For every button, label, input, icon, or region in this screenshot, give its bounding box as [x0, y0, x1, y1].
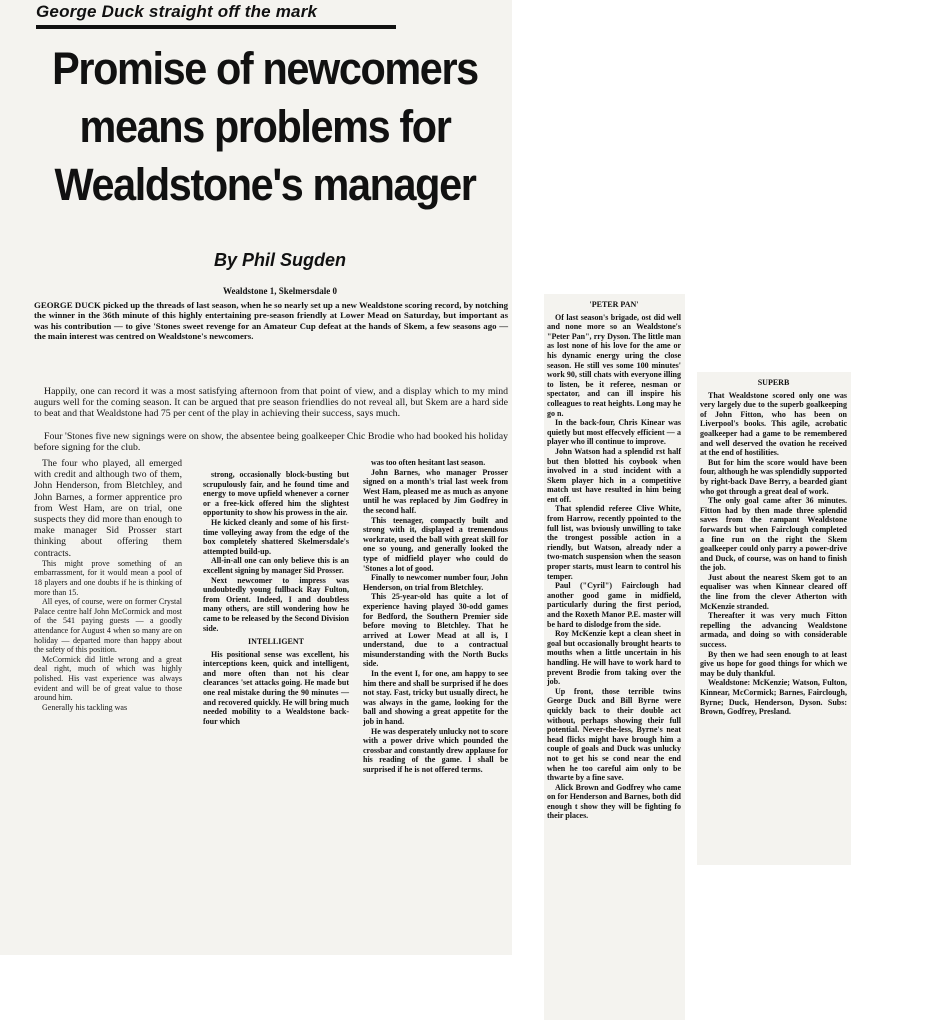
- col2-paragraph: Next newcomer to impress was undoubtedly young fullback Ray Fulton, from Orient. Indeed, I and doubtless many others, are still wondering how he came to be released by the Second Division side.: [203, 575, 349, 633]
- col4-paragraph: Up front, those terrible twins George Duck and Bill Byrne were quickly back to their double act without, perhaps showing their full potential. Never-the-less, Byrne's neat head flicks might have brough him a couple of goals and Duck was unlucky not to get his se cond near the end when he too careful aim only to be thwarte by a fine save.: [547, 686, 681, 783]
- col2-paragraph: strong, occasionally block-busting but scrupulously fair, and he found time and energy to move upfield whenever a corner or a free-kick offered him the slightest opportunity to show his prowess in the air.: [203, 470, 349, 518]
- column-2: [203, 470, 349, 726]
- lead-paragraph: GEORGE DUCK picked up the threads of last season, when he so nearly set up a new Wealdstone scoring record, by notching the winner in the 36th minute of this highly entertaining pre-season friendly at Lower Mead on Saturday, but important as was his contribution — to give 'Stones sweet revenge for an Amateur Cup defeat at the hands of Skem, a few seasons ago — the main interest was centred on Wealdstone's newcomers.: [34, 300, 508, 341]
- col1-paragraph: This might prove something of an embarrassment, for it would mean a pool of 18 players and one doubts if he is thinking of more than 15.: [34, 558, 182, 597]
- col5-paragraph: Just about the nearest Skem got to an equaliser was when Kinnear cleared off the line from the clever Atherton with McKenzie stranded.: [700, 572, 847, 611]
- headline-line-3: Wealdstone's manager: [54, 159, 476, 210]
- col3-paragraph: was too often hesitant last season.: [371, 458, 486, 467]
- column-4: [547, 296, 681, 821]
- subhead-peter-pan: 'PETER PAN': [589, 300, 639, 309]
- col4-paragraph: Of last season's brigade, ost did well and none more so an Wealdstone's "Peter Pan", rry Dyson. The little man as lost none of his love for the ame or his dynamic energy uring the close season. He still ves some 100 minutes' work 90, still chats with everyone illing to listen, be it referee, nesman or spectator, and can ill inspire his colleagues to reat heights. Long may he go n.: [547, 312, 681, 418]
- col3-paragraph: In the event I, for one, am happy to see him there and shall be surprised if he does not stay. Fast, tricky but usually direct, he was always in the game, looking for the ball and showing a great appetite for the job in hand.: [363, 669, 508, 727]
- intro-paragraph-2: Four 'Stones five new signings were on show, the absentee being goalkeeper Chic Brodie who had booked his holiday before signing for the club.: [34, 431, 508, 454]
- col4-paragraph: John Watson had a splendid rst half but then blotted his coybook when involved in a stud incident with a Skem player hich in a competitive match ust have resulted in him being ent off.: [547, 446, 681, 504]
- intro-paragraph-1: Happily, one can record it was a most satisfying afternoon from that point of view, and a display which to my mind augurs well for the coming season. It can be argued that pre season friendlies do not reveal all, but Skem are a hard side to beat and that Wealdstone had 75 per cent of the play in achieving their success, says much.: [34, 386, 508, 420]
- col2-paragraph: He kicked cleanly and some of his first-time volleying away from the edge of the box completely shattered Skelmersdale's attempted build-up.: [203, 517, 349, 556]
- column-3: [363, 458, 508, 775]
- column-5-clipping: [697, 372, 851, 865]
- col5-paragraph: By then we had seen enough to at least give us hope for good things for which we may be duly thankful.: [700, 649, 847, 678]
- subhead-intelligent: INTELLIGENT: [247, 637, 305, 647]
- col5-paragraph: Wealdstone: McKenzie; Watson, Fulton, Kinnear, McCormick; Barnes, Fairclough, Byrne; Duck, Henderson, Dyson. Subs: Brown, Godfrey, Presland.: [700, 678, 847, 717]
- headline-line-1: Promise of newcomers: [52, 43, 478, 94]
- col2-paragraph: His positional sense was excellent, his interceptions keen, quick and intelligent, and more often than not his clear clearances 'set attacks going. He made but one real mistake during the 90 minutes — and recovered quickly. He will bring much needed mobility to a Wealdstone back-four which: [203, 649, 349, 726]
- kicker-headline: George Duck straight off the mark: [36, 2, 396, 29]
- col3-paragraph: Finally to newcomer number four, John Henderson, on trial from Bletchley.: [363, 573, 508, 592]
- headline-line-2: means problems for: [79, 101, 451, 152]
- headline: [40, 40, 491, 214]
- col1-paragraph: McCormick did little wrong and a great deal right, much of which was highly polished. His vast experience was always evident and will be of great value to those around him.: [34, 654, 182, 703]
- col4-paragraph: Roy McKenzie kept a clean sheet in goal but occasionally brought hearts to mouths when a little uncertain in his handling. He will have to work hard to prevent Brodie from taking over the job.: [547, 629, 681, 687]
- byline: By Phil Sugden: [213, 250, 346, 270]
- col4-paragraph: Paul ("Cyril") Fairclough had another good game in midfield, particularly during the first period, and the Roxeth Manor P.E. master will be hard to dislodge from the side.: [547, 581, 681, 629]
- col1-paragraph: The four who played, all emerged with credit and although two of them, John Henderson, from Bletchley, and John Barnes, a former apprentice pro from West Ham, are on trial, one suspects they did more than enough to make manager Sid Prosser start thinking about offering them contracts.: [34, 458, 182, 559]
- col5-paragraph: That Wealdstone scored only one was very largely due to the superb goalkeeping of John Fitton, who has been on Liverpool's books. This agile, acrobatic goalkeeper had a game to be remembered and well deserved the ovation he received at the end of hostilities.: [700, 390, 847, 458]
- col5-paragraph: Thereafter it was very much Fitton repelling the advancing Wealdstone armada, and doing so with considerable success.: [700, 611, 847, 650]
- col3-paragraph: He was desperately unlucky not to score with a power drive which pounded the crossbar and constantly drew applause for his reading of the game. I shall be surprised if he is not offered terms.: [363, 726, 508, 774]
- col4-paragraph: Alick Brown and Godfrey who came on for Henderson and Barnes, both did enough t show they will be fighting fo their places.: [547, 782, 681, 821]
- col5-paragraph: But for him the score would have been four, although he was splendidly supported by right-back Dave Berry, a bearded giant who got through a great deal of work.: [700, 457, 847, 496]
- column-5: [700, 374, 847, 717]
- col3-paragraph: John Barnes, who manager Prosser signed on a month's trial last week from West Ham, pleased me as much as anyone until he was replaced by Jim Godfrey in the second half.: [363, 467, 508, 515]
- subhead-superb: SUPERB: [757, 378, 790, 387]
- match-score: Wealdstone 1, Skelmersdale 0: [223, 286, 337, 296]
- col2-paragraph: All-in-all one can only believe this is an excellent signing by manager Sid Prosser.: [203, 556, 349, 575]
- col1-paragraph: Generally his tackling was: [42, 702, 128, 712]
- col4-paragraph: That splendid referee Clive White, from Harrow, recently ppointed to the full list, was bviously unwilling to take the trongest possible action in a riendly, but Watson, already nder a two-match suspension when the season proper starts, must learn to control his temper.: [547, 504, 681, 581]
- col3-paragraph: This 25-year-old has quite a lot of experience having played 30-odd games for Bedford, the Southern Premier side before moving to Bletchley. That he arrived at Lower Mead at all is, I understand, due to a contractual misunderstanding with the North Bucks side.: [363, 592, 508, 669]
- column-4-clipping: [544, 294, 685, 1020]
- col1-paragraph: All eyes, of course, were on former Crystal Palace centre half John McCormick and most of the 541 paying guests — a goodly attendance for August 4 when so many are on holiday — departed more than happy about the safety of this position.: [34, 597, 182, 655]
- col3-paragraph: This teenager, compactly built and strong with it, displayed a tremendous workrate, used the ball with great skill for one so young, and generally looked the type of midfield player who could do 'Stones a lot of good.: [363, 515, 508, 573]
- col4-paragraph: In the back-four, Chris Kinear was quietly but most effecvely efficient — a player who ill continue to improve.: [547, 418, 681, 447]
- column-1: [34, 458, 182, 712]
- col5-paragraph: The only goal came after 36 minutes. Fitton had by then made three splendid saves from the rampant Wealdstone forwards but when Fairclough completed a fine run on the right the Skem goalkeeper could only parry a power-drive and Duck, of course, was on hand to finish the job.: [700, 496, 847, 573]
